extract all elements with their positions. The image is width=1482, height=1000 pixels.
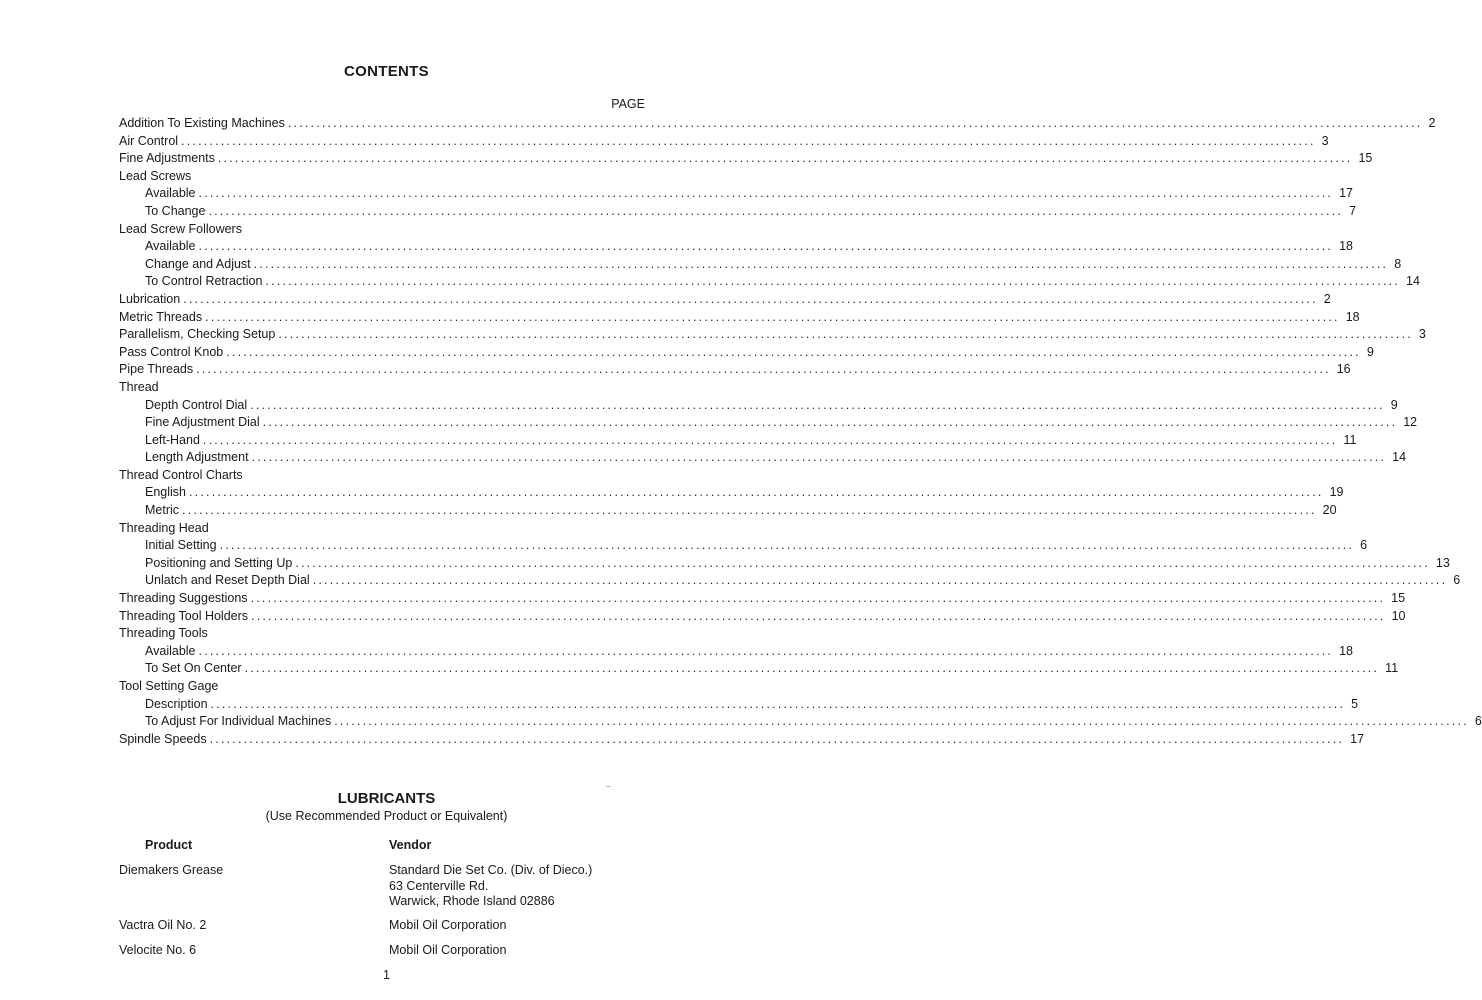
toc-entry	[119, 414, 1418, 432]
toc-entry-page: 18	[1339, 239, 1354, 254]
page-number: 1	[383, 968, 390, 982]
toc-entry	[119, 133, 1329, 151]
toc-entry	[119, 520, 645, 538]
toc-entry-label: Addition To Existing Machines	[119, 116, 285, 130]
toc-entry	[119, 150, 1373, 168]
toc-entry-page: 20	[1322, 503, 1337, 518]
toc-entry-label: Threading Tools	[119, 626, 208, 641]
toc-entry	[119, 361, 1351, 379]
toc-dot-leader: ........................................................................................................................................................................................................	[196, 362, 1331, 377]
page-column-header: PAGE	[611, 97, 645, 111]
toc-dot-leader: ........................................................................................................................................................................................................	[312, 573, 1448, 588]
toc-entry	[119, 502, 1337, 520]
toc-entry-label: Unlatch and Reset Depth Dial	[145, 573, 310, 588]
toc-entry-label: Change and Adjust	[145, 256, 251, 271]
toc-entry-page: 15	[1358, 151, 1373, 166]
toc-dot-leader: ........................................................................................................................................................................................................	[217, 151, 1353, 166]
toc-dot-leader: ........................................................................................................................................................................................................	[205, 309, 1340, 324]
toc-dot-leader: ........................................................................................................................................................................................................	[250, 397, 1385, 412]
toc-entry-label: Pipe Threads	[119, 362, 194, 377]
toc-dot-leader: ........................................................................................................................................................................................................	[198, 186, 1334, 201]
toc-entry-page: 8	[1394, 256, 1402, 271]
toc-entry-label: Thread Control Charts	[119, 467, 243, 482]
lubricant-product: Vactra Oil No. 2	[119, 918, 207, 932]
lubricant-vendor: Mobil Oil Corporation	[389, 918, 507, 932]
toc-entry	[119, 115, 1436, 133]
print-speck	[606, 786, 611, 787]
toc-entry-page: 6	[1360, 538, 1368, 553]
toc-entry-page: 18	[1339, 643, 1354, 658]
toc-entry	[119, 432, 1357, 450]
toc-entry-page: 3	[1321, 133, 1329, 148]
toc-entry-label: Thread	[119, 379, 159, 394]
toc-entry-label: Available	[145, 239, 196, 254]
toc-entry-label: Metric Threads	[119, 309, 203, 324]
toc-entry-page: 16	[1336, 362, 1351, 377]
contents-title: CONTENTS	[344, 63, 429, 80]
toc-entry-page: 6	[1453, 573, 1461, 588]
toc-entry	[119, 484, 1344, 502]
table-of-contents	[119, 115, 1482, 748]
toc-entry-page: 2	[1428, 116, 1436, 130]
toc-entry-label: To Change	[145, 203, 206, 218]
lubricant-product: Velocite No. 6	[119, 943, 197, 957]
toc-entry-page: 9	[1366, 344, 1374, 359]
lubricants-title: LUBRICANTS	[337, 790, 436, 807]
toc-dot-leader: ........................................................................................................................................................................................................	[253, 256, 1389, 271]
vendor-line: 63 Centerville Rd.	[389, 878, 489, 893]
toc-entry-page: 2	[1323, 291, 1331, 306]
toc-entry	[119, 555, 1450, 573]
toc-entry-label: Tool Setting Gage	[119, 679, 219, 693]
toc-dot-leader: ........................................................................................................................................................................................................	[189, 485, 1324, 500]
toc-entry-page: 19	[1329, 485, 1344, 500]
toc-entry-page: 7	[1349, 203, 1357, 218]
toc-entry-label: Spindle Speeds	[119, 731, 207, 746]
lubricants-subtitle: (Use Recommended Product or Equivalent)	[265, 809, 508, 823]
toc-entry-label: Threading Tool Holders	[119, 608, 249, 623]
toc-entry-page: 18	[1345, 309, 1360, 324]
toc-entry	[119, 291, 1331, 309]
toc-entry-label: Fine Adjustment Dial	[145, 415, 260, 430]
toc-dot-leader: ........................................................................................................................................................................................................	[209, 731, 1345, 746]
toc-entry-label: Length Adjustment	[145, 450, 249, 465]
toc-entry	[119, 273, 1420, 291]
toc-entry	[119, 678, 645, 696]
toc-dot-leader: ........................................................................................................................................................................................................	[262, 415, 1398, 430]
toc-entry-label: Threading Head	[119, 520, 209, 535]
toc-entry-page: 9	[1390, 397, 1398, 412]
toc-entry	[119, 713, 1482, 731]
toc-entry-page: 15	[1391, 591, 1406, 606]
toc-dot-leader: ........................................................................................................................................................................................................	[219, 538, 1355, 553]
toc-entry-page: 12	[1403, 415, 1418, 430]
toc-entry-label: Description	[145, 696, 208, 711]
toc-entry-page: 14	[1392, 450, 1407, 465]
toc-dot-leader: ........................................................................................................................................................................................................	[244, 661, 1380, 676]
toc-dot-leader: ........................................................................................................................................................................................................	[226, 344, 1361, 359]
toc-entry-label: Threading Suggestions	[119, 591, 248, 606]
toc-entry-page: 6	[1474, 714, 1482, 729]
toc-dot-leader: ........................................................................................................................................................................................................	[287, 116, 1423, 130]
toc-entry	[119, 238, 1354, 256]
toc-entry	[119, 590, 1406, 608]
lubricant-product: Diemakers Grease	[119, 863, 224, 877]
toc-entry	[119, 625, 645, 643]
toc-dot-leader: ........................................................................................................................................................................................................	[202, 432, 1338, 447]
lubricant-vendor: Mobil Oil Corporation	[389, 943, 507, 957]
toc-entry-page: 10	[1391, 608, 1406, 623]
toc-dot-leader: ........................................................................................................................................................................................................	[182, 503, 1317, 518]
toc-entry	[119, 696, 1359, 714]
toc-entry-label: Lead Screw Followers	[119, 221, 242, 236]
toc-entry-label: Available	[145, 186, 196, 201]
toc-entry-label: Parallelism, Checking Setup	[119, 327, 276, 342]
toc-entry	[119, 185, 1354, 203]
toc-entry-label: Left-Hand	[145, 432, 200, 447]
toc-dot-leader: ........................................................................................................................................................................................................	[183, 291, 1318, 306]
toc-dot-leader: ........................................................................................................................................................................................................	[210, 696, 1346, 711]
lubricant-vendor	[389, 863, 592, 910]
toc-entry	[119, 221, 645, 239]
toc-entry	[119, 344, 1374, 362]
vendor-line: Standard Die Set Co. (Div. of Dieco.)	[389, 863, 593, 877]
toc-entry	[119, 397, 1398, 415]
toc-entry-label: Depth Control Dial	[145, 397, 248, 412]
toc-dot-leader: ........................................................................................................................................................................................................	[181, 133, 1316, 148]
toc-entry-label: Air Control	[119, 133, 179, 148]
vendor-line: Warwick, Rhode Island 02886	[389, 894, 555, 908]
toc-entry	[119, 326, 1426, 344]
toc-dot-leader: ........................................................................................................................................................................................................	[251, 608, 1386, 623]
toc-entry-label: Metric	[145, 503, 180, 518]
toc-entry-page: 14	[1406, 274, 1420, 289]
toc-dot-leader: ........................................................................................................................................................................................................	[265, 274, 1401, 289]
toc-entry	[119, 203, 1357, 221]
toc-entry-label: Positioning and Setting Up	[145, 555, 293, 570]
toc-entry	[119, 608, 1406, 626]
toc-entry-page: 13	[1435, 555, 1450, 570]
toc-entry	[119, 309, 1360, 327]
toc-entry	[119, 537, 1368, 555]
toc-entry	[119, 731, 1365, 749]
toc-entry-label: To Adjust For Individual Machines	[145, 714, 332, 729]
toc-entry	[119, 660, 1399, 678]
toc-entry-page: 17	[1350, 731, 1365, 746]
toc-dot-leader: ........................................................................................................................................................................................................	[278, 327, 1413, 342]
toc-entry-label: To Set On Center	[145, 661, 242, 676]
toc-entry	[119, 256, 1402, 274]
toc-entry-label: To Control Retraction	[145, 274, 263, 289]
toc-dot-leader: ........................................................................................................................................................................................................	[198, 239, 1334, 254]
toc-entry-page: 5	[1351, 696, 1359, 711]
toc-dot-leader: ........................................................................................................................................................................................................	[251, 450, 1387, 465]
product-column-header: Product	[145, 838, 193, 852]
toc-entry	[119, 168, 645, 186]
toc-entry-page: 11	[1385, 661, 1399, 676]
toc-entry	[119, 572, 1461, 590]
toc-entry	[119, 379, 645, 397]
toc-entry-page: 11	[1343, 432, 1357, 447]
vendor-column-header: Vendor	[389, 838, 432, 852]
toc-entry-label: English	[145, 485, 186, 500]
toc-dot-leader: ........................................................................................................................................................................................................	[198, 643, 1334, 658]
toc-entry	[119, 643, 1354, 661]
toc-entry-page: 3	[1418, 327, 1426, 342]
toc-entry	[119, 449, 1407, 467]
toc-dot-leader: ........................................................................................................................................................................................................	[334, 714, 1469, 729]
toc-entry-label: Lubrication	[119, 291, 181, 306]
toc-dot-leader: ........................................................................................................................................................................................................	[208, 203, 1344, 218]
toc-entry-label: Pass Control Knob	[119, 344, 224, 359]
toc-dot-leader: ........................................................................................................................................................................................................	[250, 591, 1386, 606]
toc-entry-page: 17	[1339, 186, 1354, 201]
toc-dot-leader: ........................................................................................................................................................................................................	[295, 555, 1430, 570]
toc-entry-label: Available	[145, 643, 196, 658]
toc-entry	[119, 467, 645, 485]
toc-entry-label: Initial Setting	[145, 538, 217, 553]
toc-entry-label: Lead Screws	[119, 168, 192, 183]
toc-entry-label: Fine Adjustments	[119, 151, 215, 166]
